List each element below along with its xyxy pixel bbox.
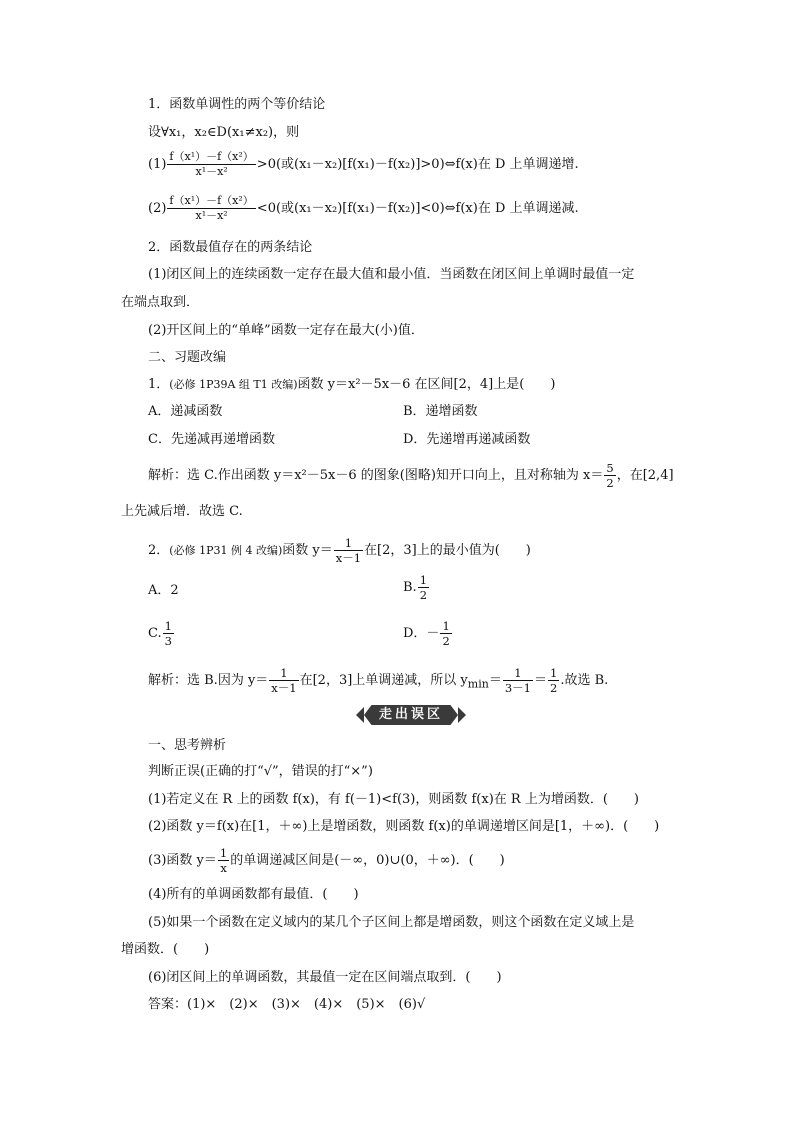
statement-4: (4)所有的单调函数都有最值．( ) [148,887,359,902]
fraction-denominator: x [220,861,227,875]
fraction-denominator: x¹－x² [195,209,228,222]
q1-option-c: C．先递减再递增函数 [148,432,275,447]
question-1 [148,376,555,394]
q1-option-b: B．递增函数 [403,404,478,419]
question-2-text-tail: 在[2，3]上的最小值为( ) [364,543,531,558]
q2-solution [148,666,608,695]
statement-1: (1)若定义在 R 上的函数 f(x)，有 f(－1)<f(3)，则函数 f(x)在 R 上为增函数．( ) [148,792,639,807]
statement-5b: 增函数．( ) [121,942,210,957]
option-label: B. [403,580,417,595]
fraction-numerator: 1 [550,666,558,680]
statement-5a: (5)如果一个函数在定义域内的某几个子区间上都是增函数，则这个函数在定义域上是 [148,915,635,930]
fraction-denominator: x－1 [271,681,297,695]
section-banner [356,705,466,725]
difference-quotient-2 [167,194,255,223]
conclusion-2 [148,194,579,223]
fraction-denominator: 2 [606,476,614,490]
conclusion-1-text: >0(或(x₁－x₂)[f(x₁)－f(x₂)]>0)⇔f(x)在 D 上单调递增. [256,157,579,172]
conclusion-2-label: (2) [148,201,167,216]
fraction-denominator: 2 [419,588,428,602]
answer-key: 答案：(1)× (2)× (3)× (4)× (5)× (6)√ [148,997,426,1012]
option-label: D．－ [403,626,440,641]
fraction-denominator: 2 [442,634,450,648]
exercises-heading: 二、习题改编 [148,350,227,365]
question-2-text: 函数 y＝ [282,543,333,558]
statement-3 [148,846,505,875]
fraction-numerator: 1 [164,619,172,633]
section2-p1b: 在端点取到． [121,295,200,310]
q1-option-d: D．先递增再递减函数 [403,432,531,447]
q2-solution-text-mid: 在[2，3]上单调递减，所以 y [299,673,468,688]
q2-solution-text: 解析：选 B.因为 y＝ [148,673,269,688]
thinking-instruction: 判断正误(正确的打“√”，错误的打“×”) [148,764,373,779]
fraction-numerator: 1 [219,846,228,860]
fraction-numerator: 1 [419,573,428,587]
q2-option-d [403,619,453,648]
banner-title: 走出误区 [378,707,443,722]
option-fraction [163,619,174,648]
equals-sign: ＝ [488,673,502,688]
question-2-source: (必修 1P31 例 4 改编) [169,544,283,557]
section1-intro: 设∀x₁，x₂∈D(x₁≠x₂)，则 [148,125,300,140]
conclusion-2-text: <0(或(x₁－x₂)[f(x₁)－f(x₂)]<0)⇔f(x)在 D 上单调递减. [256,201,579,216]
q2-option-a: A．2 [148,583,179,598]
question-1-number: 1． [148,377,170,392]
statement-3-text: (3)函数 y＝ [148,853,217,868]
question-1-source: (必修 1P39A 组 T1 改编) [169,378,298,391]
thinking-heading: 一、思考辨析 [148,738,227,753]
function-fraction [269,666,298,695]
section2-heading: 2．函数最值存在的两条结论 [148,240,313,255]
q1-solution-end: 上先减后增．故选 C. [121,504,243,519]
fraction-denominator: 3 [164,634,172,648]
conclusion-1-label: (1) [148,157,167,172]
fraction-numerator: 1 [503,666,533,681]
difference-quotient-1 [167,150,255,179]
statement-6: (6)闭区间上的单调函数，其最值一定在区间端点取到．( ) [148,970,502,985]
fraction-denominator: 2 [550,681,558,695]
q2-solution-end: .故选 B. [560,673,609,688]
question-2-number: 2． [148,543,170,558]
statement-3-text-tail: 的单调递减区间是(－∞，0)∪(0，＋∞)．( ) [230,853,505,868]
fraction-numerator: 5 [606,461,614,475]
option-fraction [418,573,429,602]
min-value-fraction [503,666,533,695]
fraction-numerator: 1 [442,619,450,633]
option-label: C. [148,626,162,641]
option-fraction [440,619,451,648]
question-2 [148,536,531,565]
fraction-numerator: 1 [334,536,363,551]
section2-p2: (2)开区间上的“单峰”函数一定存在最大(小)值． [148,323,424,338]
fraction-denominator: x－1 [335,551,362,565]
fraction-numerator: f（x¹）－f（x²） [169,150,254,163]
q1-solution [148,461,674,490]
q1-solution-text-tail: ，在[2,4] [616,468,674,483]
axis-value-fraction [604,461,615,490]
q1-option-a: A．递减函数 [148,404,223,419]
result-fraction [548,666,559,695]
section1-heading: 1．函数单调性的两个等价结论 [148,97,326,112]
conclusion-1 [148,150,579,179]
fraction-denominator: 3－1 [504,681,531,695]
min-subscript: min [467,677,489,691]
reciprocal-fraction [218,846,229,875]
fraction-numerator: 1 [269,666,298,681]
section2-p1a: (1)闭区间上的连续函数一定存在最大值和最小值．当函数在闭区间上单调时最值一定 [148,267,635,282]
function-fraction [334,536,363,565]
equals-sign: ＝ [533,673,547,688]
q2-option-b [403,573,430,602]
statement-2: (2)函数 y＝f(x)在[1，＋∞)上是增函数，则函数 f(x)的单调递增区间是[1，＋∞)．( ) [148,819,660,834]
question-1-text: 函数 y＝x²－5x－6 在区间[2，4]上是( ) [297,377,556,392]
fraction-denominator: x¹－x² [195,165,228,178]
fraction-numerator: f（x¹）－f（x²） [169,194,254,207]
q1-solution-text: 解析：选 C.作出函数 y＝x²－5x－6 的图象(图略)知开口向上，且对称轴为 x＝ [148,468,604,483]
q2-option-c [148,619,175,648]
